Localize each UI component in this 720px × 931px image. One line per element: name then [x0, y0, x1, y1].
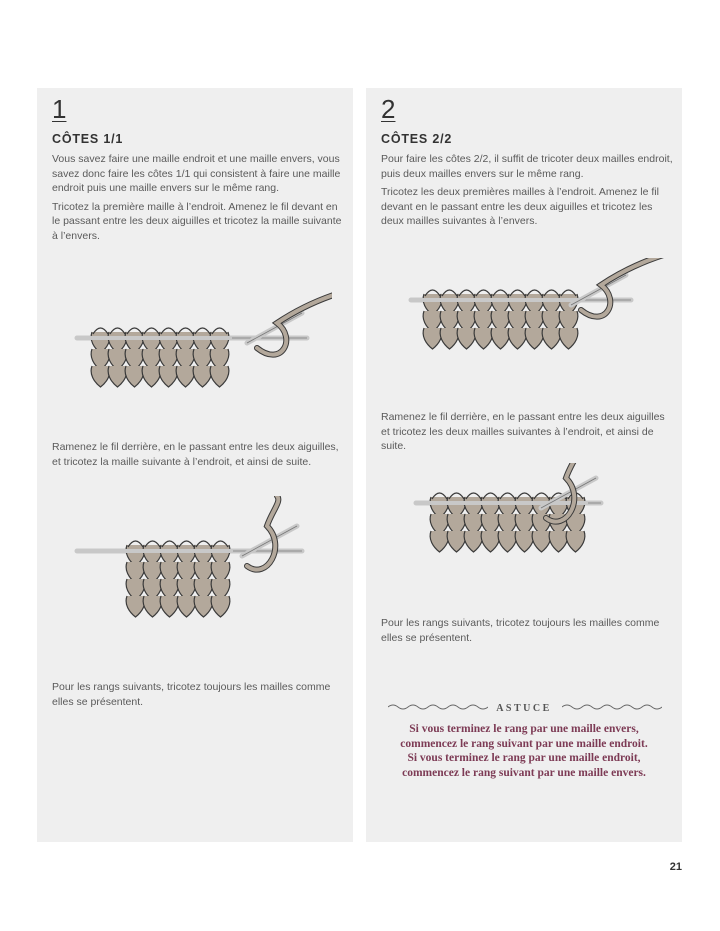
knitting-illustration-2	[72, 496, 332, 656]
intro-paragraph: Tricotez les deux premières mailles à l’endroit. Amenez le fil devant en le passant entre les deux aiguilles et tricotez les deux mailles suivantes à l’envers.	[381, 186, 659, 227]
stitch	[142, 366, 161, 387]
intro-paragraph: Pour faire les côtes 2/2, il suffit de tricoter deux mailles endroit, puis deux mailles envers sur le même rang.	[381, 153, 673, 180]
stitch	[430, 531, 449, 552]
intro-text	[52, 152, 344, 247]
stitch	[108, 366, 127, 387]
stitch	[159, 366, 178, 387]
stitch	[126, 596, 145, 617]
stitch	[176, 366, 195, 387]
stitch	[91, 366, 110, 387]
section-title: CÔTES 1/1	[52, 132, 124, 146]
step-text: Pour les rangs suivants, tricotez toujours les mailles comme elles se présentent.	[52, 681, 331, 708]
stitch	[491, 328, 510, 349]
stitch	[143, 596, 162, 617]
stitch	[481, 531, 500, 552]
step-text: Ramenez le fil derrière, en le passant entre les deux aiguilles, et tricotez la maille suivante à l’endroit, et ainsi de suite.	[52, 441, 339, 468]
yarn-strand	[581, 258, 666, 317]
wave-divider-icon	[388, 703, 488, 711]
stitch	[177, 596, 196, 617]
stitch	[508, 328, 527, 349]
stitch	[440, 328, 459, 349]
stitch	[210, 366, 229, 387]
astuce-tip-box	[366, 698, 682, 780]
knitting-illustration-3	[406, 258, 666, 383]
step-text: Ramenez le fil derrière, en le passant entre les deux aiguilles et tricotez les deux mailles suivantes à l’endroit, et ainsi de suite.	[381, 411, 665, 452]
astuce-text	[366, 722, 682, 780]
step-number: 1	[52, 94, 67, 124]
stitch	[515, 531, 534, 552]
stitch	[447, 531, 466, 552]
astuce-line: commencez le rang suivant par une maille endroit.	[400, 737, 648, 750]
stitch	[193, 366, 212, 387]
knitting-illustration-4	[411, 463, 671, 583]
stitch	[211, 596, 230, 617]
stitch	[423, 328, 442, 349]
intro-text	[381, 152, 673, 233]
stitch	[474, 328, 493, 349]
stitch	[125, 366, 144, 387]
stitch	[498, 531, 517, 552]
stitch	[160, 596, 179, 617]
page-number: 21	[669, 861, 682, 873]
stitch	[525, 328, 544, 349]
stitch	[566, 531, 585, 552]
intro-paragraph: Vous savez faire une maille endroit et une maille envers, vous savez donc faire les côtes 1/1 qui consistent à faire une maille endroit puis une maille envers sur le même rang.	[52, 153, 341, 194]
stitch	[559, 328, 578, 349]
step-text: Pour les rangs suivants, tricotez toujours les mailles comme elles se présentent.	[381, 617, 660, 644]
stitch	[464, 531, 483, 552]
intro-paragraph: Tricotez la première maille à l’endroit. Amenez le fil devant en le passant entre les deux aiguilles et tricotez la maille suivante à l’envers.	[52, 200, 342, 242]
right-panel	[366, 88, 682, 842]
stitch	[532, 531, 551, 552]
astuce-line: commencez le rang suivant par une maille envers.	[402, 766, 646, 779]
stitch	[457, 328, 476, 349]
astuce-line: Si vous terminez le rang par une maille envers,	[409, 723, 639, 735]
stitch	[542, 328, 561, 349]
step-number: 2	[381, 94, 396, 124]
left-panel	[37, 88, 353, 842]
knitting-illustration-1	[72, 283, 332, 418]
stitch	[549, 531, 568, 552]
stitch	[194, 596, 213, 617]
wave-divider-icon	[562, 703, 662, 711]
section-title: CÔTES 2/2	[381, 132, 453, 146]
astuce-label: ASTUCE	[496, 703, 552, 714]
astuce-line: Si vous terminez le rang par une maille endroit,	[407, 752, 641, 764]
